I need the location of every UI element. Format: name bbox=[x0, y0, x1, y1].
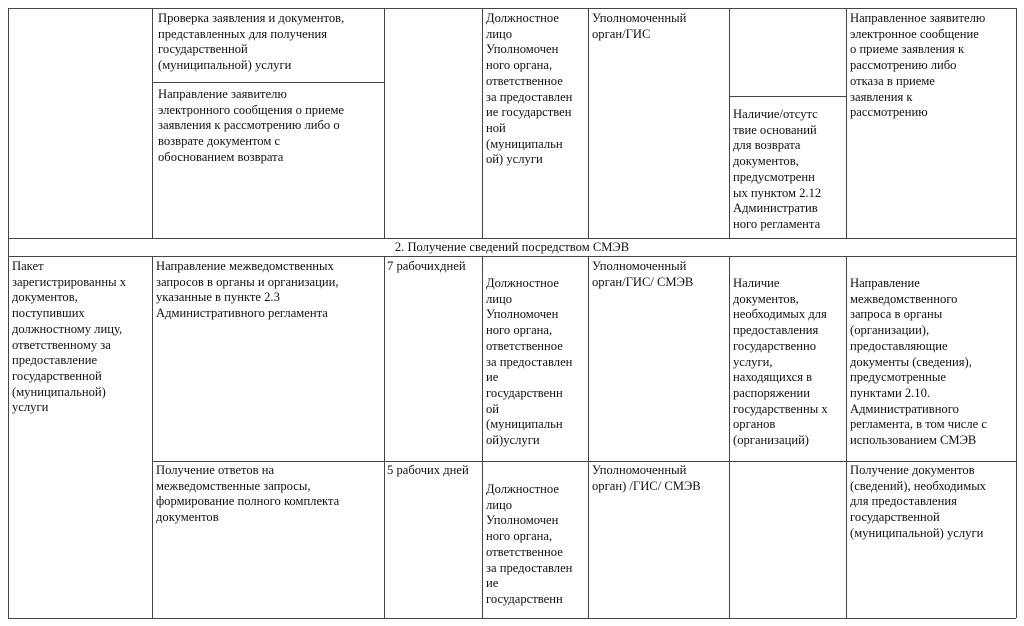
border-col2-top bbox=[384, 8, 385, 238]
border-top bbox=[8, 8, 1016, 9]
border-section-bottom bbox=[8, 256, 1016, 257]
term-row2: 5 рабочих дней bbox=[387, 463, 469, 477]
border-col3-bottom bbox=[482, 256, 483, 618]
resource-row1: Уполномоченный орган/ГИС/ СМЭВ bbox=[592, 259, 694, 289]
border-row-split bbox=[152, 461, 1016, 462]
official-row1: Должностное лицо Уполномочен ного органа, ответственное за предоставлен ие государственн ой (муниципальн ой)услуги bbox=[486, 276, 573, 448]
result-row1: Направление межведомственного запроса в органы (организации), предоставляющие документы (сведения), предусмотренные пунктами 2.10. Административного регламента, в том числе с использованием СМЭВ bbox=[850, 276, 988, 448]
border-bottom bbox=[8, 618, 1016, 619]
action-send-notice: Направление заявителю электронного сообщения о приеме заявления к рассмотрению либо о возврате документом с обоснованием возврата bbox=[158, 87, 344, 164]
action-check-documents: Проверка заявления и документов, представленных для получения государственной (муниципальной) услуги bbox=[158, 11, 345, 73]
border-section-top bbox=[8, 238, 1016, 239]
border-col3-top bbox=[482, 8, 483, 238]
criteria-row2 bbox=[733, 463, 847, 483]
term-row1: 7 рабочихдней bbox=[387, 259, 466, 273]
action-send-requests: Направление межведомственных запросов в органы и организации, указанные в пункте 2.3 Административного регламента bbox=[156, 259, 339, 321]
resource-row2: Уполномоченный орган) /ГИС/ СМЭВ bbox=[592, 463, 701, 493]
result-row2: Получение документов (сведений), необходимых для предоставления государственной (муниципальной) услуги bbox=[850, 463, 986, 540]
border-col5-top bbox=[729, 8, 730, 238]
official-row2: Должностное лицо Уполномочен ного органа, ответственное за предоставлен ие государственн bbox=[486, 482, 573, 606]
border-action-split bbox=[152, 82, 384, 83]
resource-block1: Уполномоченный орган/ГИС bbox=[592, 11, 687, 41]
basis-cell: Пакет зарегистрированны х документов, поступивших должностному лицу, ответственному за предоставление государственной (муниципальной) услуги bbox=[12, 259, 126, 415]
action-receive-responses: Получение ответов на межведомственные запросы, формирование полного комплекта документов bbox=[156, 463, 340, 525]
criteria-block1: Наличие/отсутс твие оснований для возврата документов, предусмотренн ых пунктом 2.12 Административ ного регламента bbox=[733, 107, 822, 231]
border-col7 bbox=[1016, 8, 1017, 618]
border-col5-bottom bbox=[729, 256, 730, 618]
border-col2-bottom bbox=[384, 256, 385, 618]
border-col1-bottom bbox=[152, 256, 153, 618]
criteria-row1: Наличие документов, необходимых для предоставления государственно услуги, находящихся в распоряжении государственны х органов (организаций) bbox=[733, 276, 828, 448]
official-block1: Должностное лицо Уполномочен ного органа, ответственное за предоставлен ие государствен ной (муниципальн ой) услуги bbox=[486, 11, 573, 167]
result-block1: Направленное заявителю электронное сообщение о приеме заявления к рассмотрению либо отказа в приеме заявления к рассмотрению bbox=[850, 11, 986, 120]
section-2-title: 2. Получение сведений посредством СМЭВ bbox=[394, 240, 630, 254]
border-col0 bbox=[8, 8, 9, 618]
border-criteria-split bbox=[729, 96, 846, 97]
border-col1-top bbox=[152, 8, 153, 238]
